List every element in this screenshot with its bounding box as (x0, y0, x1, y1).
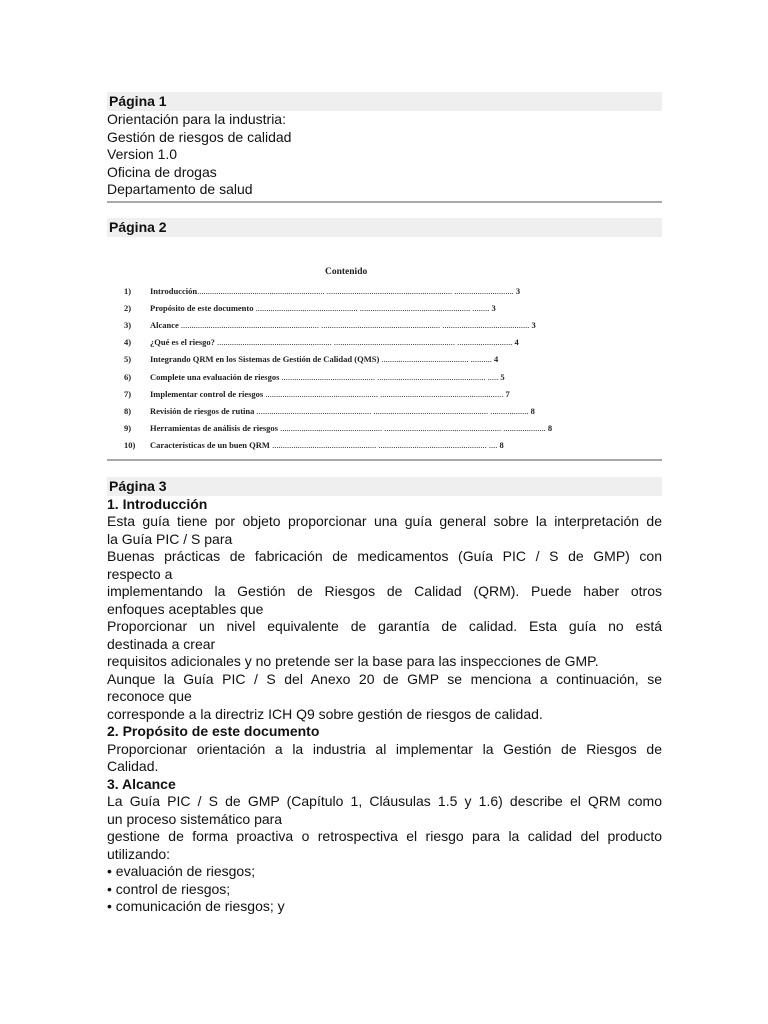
paragraph-line: la Guía PIC / S para (107, 530, 233, 547)
toc-item-title: Integrando QRM en los Sistemas de Gestión de Calidad (QMS) (150, 354, 380, 365)
page-3-header: Página 3 (107, 477, 662, 496)
toc-item-page: 4 (514, 337, 519, 348)
page-1-line: Departamento de salud (107, 181, 253, 197)
toc-item (124, 302, 604, 314)
paragraph-line: corresponde a la directriz ICH Q9 sobre gestión de riesgos de calidad. (107, 705, 543, 722)
paragraph-line: Proporcionar un nivel equivalente de garantía de calidad. Esta guía no está (107, 618, 662, 634)
toc-item-number: 8) (124, 405, 132, 416)
toc-item-title: Complete una evaluación de riesgos (150, 371, 280, 382)
toc-item-number: 7) (124, 388, 132, 399)
page-2-header: Página 2 (107, 218, 662, 237)
paragraph-line: respecto a (107, 565, 173, 582)
toc-item-page: 7 (505, 388, 510, 399)
toc-item (124, 319, 604, 331)
page-1-line: Oficina de drogas (107, 163, 217, 180)
toc-item (124, 422, 604, 434)
paragraph-line: Aunque la Guía PIC / S del Anexo 20 de GMP se menciona a continuación, se (107, 670, 662, 687)
toc-item-leader: ............................................ ................................................... ..... (279, 371, 501, 382)
page-1-line: Version 1.0 (107, 146, 178, 162)
paragraph-line: Esta guía tiene por objeto proporcionar una guía general sobre la interpretación de (107, 513, 662, 529)
paragraph-line: Calidad. (107, 758, 159, 774)
toc-item-leader: ..................................................... .......................................................... (263, 388, 506, 399)
toc-item-title: Revisión de riesgos de rutina (150, 405, 255, 416)
section-heading: 2. Propósito de este documento (107, 723, 320, 739)
section-heading: 3. Alcance (107, 775, 176, 792)
toc-item-leader: ................................................ ....................................................... .................... (277, 423, 548, 434)
toc-item-title: Implementar control de riesgos (150, 388, 264, 399)
toc-item-leader: ................................................. ................................................... .... (269, 440, 500, 451)
toc-item-leader: ...................................................... ......................................................... .......................... (214, 337, 515, 348)
paragraph-line: enfoques aceptables que (107, 600, 264, 617)
toc-item-page: 8 (499, 440, 504, 451)
toc-item (124, 353, 604, 365)
toc-title: Contenido (325, 266, 368, 277)
page-1-header: Página 1 (107, 92, 662, 111)
paragraph-line: Proporcionar orientación a la industria al implementar la Gestión de Riesgos de (107, 740, 662, 757)
toc-item-page: 3 (515, 285, 521, 296)
paragraph-line: implementando la Gestión de Riesgos de Calidad (QRM). Puede haber otros (107, 583, 662, 599)
paragraph-line: • comunicación de riesgos; y (107, 898, 285, 914)
paragraph-line: • control de riesgos; (107, 880, 231, 897)
page-3-body (107, 496, 662, 916)
toc-item-leader: ............................................................ ........................................................... ............................ (197, 285, 516, 296)
toc-item-number: 9) (124, 423, 132, 434)
toc-item-page: 5 (500, 371, 505, 382)
toc-item-leader: ...................................................... ...................................................... .................. (254, 405, 531, 416)
section-heading: 1. Introducción (107, 495, 208, 512)
toc-item-leader: ......................................... .......... (379, 354, 495, 365)
toc-item-number: 10) (124, 440, 136, 451)
paragraph-line: un proceso sistemático para (107, 810, 283, 827)
toc-item-page: 8 (530, 405, 535, 416)
toc-item-page: 4 (494, 354, 499, 365)
toc-item-page: 3 (491, 302, 496, 313)
toc-item (124, 371, 604, 383)
toc-item (124, 285, 604, 297)
toc-item-leader: ................................................ .................................................... ........ (253, 302, 492, 313)
toc-item (124, 439, 604, 451)
paragraph-line: reconoce que (107, 688, 192, 704)
paragraph-line: Buenas prácticas de fabricación de medicamentos (Guía PIC / S de GMP) con (107, 548, 662, 564)
paragraph-line: utilizando: (107, 845, 171, 862)
toc-item-leader: ................................................................. ........................................................ ......................................... (178, 319, 532, 330)
toc-item-title: Propósito de este documento (150, 302, 254, 313)
paragraph-line: La Guía PIC / S de GMP (Capítulo 1, Cláusulas 1.5 y 1.6) describe el QRM como (107, 793, 662, 809)
paragraph-line: • evaluación de riesgos; (107, 863, 256, 879)
table-of-contents (107, 237, 662, 452)
toc-item-title: Introducción (150, 285, 198, 296)
toc-item-page: 3 (531, 319, 536, 330)
toc-item (124, 405, 604, 417)
paragraph-line: requisitos adicionales y no pretende ser la base para las inspecciones de GMP. (107, 653, 599, 669)
page-1-body (107, 111, 662, 199)
toc-item (124, 336, 604, 348)
toc-item-number: 1) (124, 285, 132, 296)
toc-item-number: 2) (124, 302, 132, 313)
page-1-line: Orientación para la industria: (107, 111, 286, 127)
paragraph-line: destinada a crear (107, 635, 216, 652)
toc-item-title: Características de un buen QRM (150, 440, 270, 451)
toc-item-page: 8 (547, 423, 553, 434)
toc-item-title: Alcance (150, 319, 179, 330)
toc-item (124, 388, 604, 400)
toc-item-title: Herramientas de análisis de riesgos (150, 423, 278, 434)
document (107, 0, 662, 916)
page-1-line: Gestión de riesgos de calidad (107, 128, 292, 145)
toc-item-number: 4) (124, 337, 132, 348)
paragraph-line: gestione de forma proactiva o retrospectiva el riesgo para la calidad del producto (107, 828, 662, 844)
toc-item-number: 3) (124, 319, 132, 330)
toc-item-number: 6) (124, 371, 132, 382)
toc-item-number: 5) (124, 354, 132, 365)
toc-item-title: ¿Qué es el riesgo? (150, 337, 215, 348)
